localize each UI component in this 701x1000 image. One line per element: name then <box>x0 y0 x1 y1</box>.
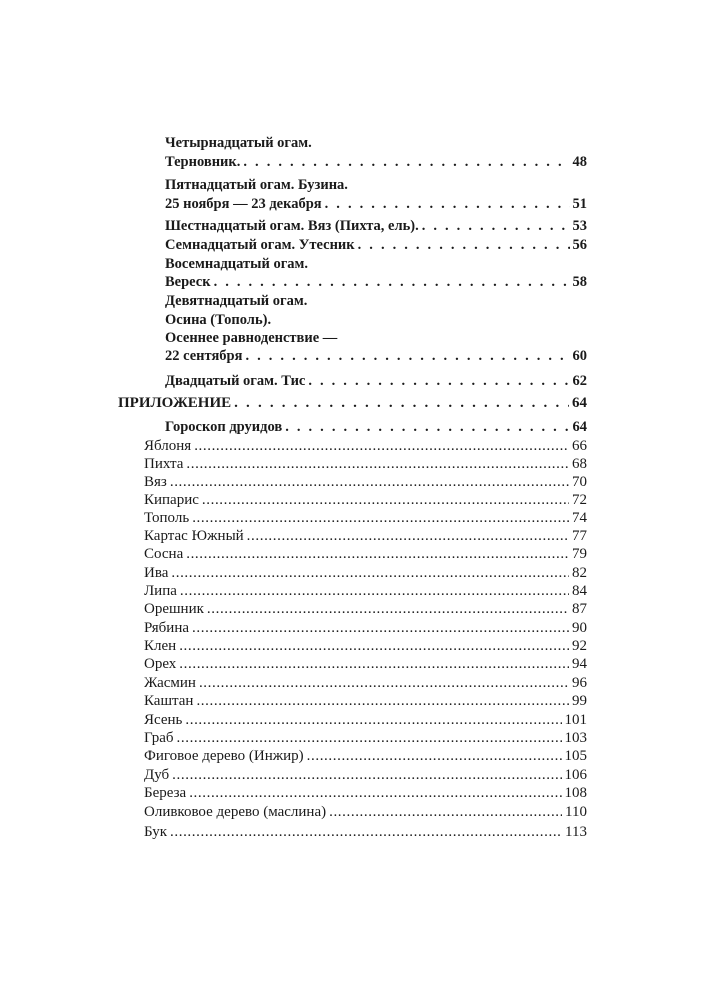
leader-dots <box>196 692 569 710</box>
toc-entry-page: 84 <box>572 583 587 599</box>
toc-entry-title: Терновник. <box>165 154 241 170</box>
toc-entry-page: 56 <box>572 237 587 253</box>
leader-dots <box>245 347 569 365</box>
toc-entry-title: Рябина <box>144 620 190 636</box>
toc-entry-page: 72 <box>572 492 587 508</box>
toc-entry-ogam-19[interactable] <box>165 347 587 365</box>
toc-entry-tree[interactable] <box>144 455 587 473</box>
leader-dots <box>186 545 569 563</box>
leader-dots <box>171 564 569 582</box>
toc-entry-title: Картас Южный <box>144 528 244 544</box>
leader-dots <box>243 153 569 171</box>
toc-entry-tree[interactable] <box>144 491 587 509</box>
toc-entry-page: 48 <box>572 154 587 170</box>
toc-entry-title: 25 ноября — 23 декабря <box>165 196 322 212</box>
ogam-15-heading: Пятнадцатый огам. Бузина. <box>165 177 348 193</box>
leader-dots <box>358 236 570 254</box>
toc-entry-title: Дуб <box>144 767 170 783</box>
toc-entry-ogam-14[interactable] <box>165 153 587 171</box>
toc-entry-page: 74 <box>572 510 587 526</box>
leader-dots <box>179 655 569 673</box>
toc-entry-tree[interactable] <box>144 619 587 637</box>
leader-dots <box>308 372 569 390</box>
toc-entry-tree[interactable] <box>144 823 587 841</box>
toc-entry-title: Фиговое дерево (Инжир) <box>144 748 304 764</box>
toc-entry-tree[interactable] <box>144 564 587 582</box>
toc-entry-page: 105 <box>564 748 587 764</box>
toc-entry-page: 53 <box>572 218 587 234</box>
leader-dots <box>186 455 569 473</box>
toc-entry-title: Жасмин <box>144 675 196 691</box>
toc-entry-title: Орех <box>144 656 177 672</box>
toc-entry-title: Ясень <box>144 712 183 728</box>
toc-entry-title: Липа <box>144 583 177 599</box>
toc-entry-ogam-16[interactable] <box>165 217 587 235</box>
toc-entry-tree[interactable] <box>144 766 587 784</box>
toc-entry-title: Шестнадцатый огам. Вяз (Пихта, ель). <box>165 218 419 234</box>
toc-entry-title: Оливковое дерево (маслина) <box>144 804 327 820</box>
leader-dots <box>189 784 561 802</box>
toc-entry-tree[interactable] <box>144 545 587 563</box>
leader-dots <box>194 437 569 455</box>
toc-entry-tree[interactable] <box>144 509 587 527</box>
leader-dots <box>325 195 570 213</box>
toc-entry-horoscope[interactable] <box>165 418 587 436</box>
ogam-18-heading: Восемнадцатый огам. <box>165 256 309 272</box>
toc-entry-page: 103 <box>564 730 587 746</box>
toc-entry-page: 62 <box>572 373 587 389</box>
toc-entry-page: 70 <box>572 474 587 490</box>
leader-dots <box>247 527 569 545</box>
toc-entry-title: ПРИЛОЖЕНИЕ <box>118 395 232 411</box>
toc-entry-page: 110 <box>565 804 587 820</box>
toc-entry-page: 82 <box>572 565 587 581</box>
toc-entry-title: Ива <box>144 565 169 581</box>
toc-entry-ogam-17[interactable] <box>165 236 587 254</box>
toc-entry-title: Граб <box>144 730 174 746</box>
leader-dots <box>170 473 569 491</box>
toc-entry-page: 77 <box>572 528 587 544</box>
toc-entry-title: Бук <box>144 824 168 840</box>
toc-entry-title: Семнадцатый огам. Утесник <box>165 237 355 253</box>
leader-dots <box>422 217 570 235</box>
toc-entry-ogam-15[interactable] <box>165 195 587 213</box>
ogam-19-heading-1: Девятнадцатый огам. <box>165 293 308 309</box>
toc-entry-page: 64 <box>572 395 587 411</box>
toc-entry-ogam-20[interactable] <box>165 372 587 390</box>
toc-entry-title: 22 сентября <box>165 348 243 364</box>
toc-entry-title: Пихта <box>144 456 184 472</box>
leader-dots <box>180 582 569 600</box>
leader-dots <box>177 729 562 747</box>
toc-entry-page: 96 <box>572 675 587 691</box>
toc-entry-page: 90 <box>572 620 587 636</box>
toc-entry-page: 58 <box>572 274 587 290</box>
toc-entry-page: 94 <box>572 656 587 672</box>
toc-entry-tree[interactable] <box>144 784 587 802</box>
leader-dots <box>214 273 570 291</box>
toc-entry-tree[interactable] <box>144 803 587 821</box>
toc-entry-page: 79 <box>572 546 587 562</box>
ogam-14-heading: Четырнадцатый огам. <box>165 135 312 151</box>
toc-entry-tree[interactable] <box>144 473 587 491</box>
leader-dots <box>172 766 561 784</box>
toc-entry-title: Орешник <box>144 601 204 617</box>
toc-entry-title: Гороскоп друидов <box>165 419 283 435</box>
toc-entry-tree[interactable] <box>144 655 587 673</box>
toc-entry-page: 60 <box>572 348 587 364</box>
toc-entry-tree[interactable] <box>144 600 587 618</box>
toc-entry-page: 99 <box>572 693 587 709</box>
toc-entry-page: 108 <box>564 785 587 801</box>
toc-entry-page: 64 <box>572 419 587 435</box>
toc-entry-page: 51 <box>572 196 587 212</box>
toc-entry-tree[interactable] <box>144 674 587 692</box>
leader-dots <box>179 637 569 655</box>
leader-dots <box>185 711 561 729</box>
ogam-19-heading-3: Осеннее равноденствие — <box>165 330 338 346</box>
leader-dots <box>307 747 562 765</box>
leader-dots <box>207 600 569 618</box>
toc-entry-title: Кипарис <box>144 492 199 508</box>
leader-dots <box>329 803 562 821</box>
toc-entry-tree[interactable] <box>144 711 587 729</box>
toc-entry-page: 106 <box>564 767 587 783</box>
toc-entry-title: Тополь <box>144 510 190 526</box>
toc-entry-tree[interactable] <box>144 637 587 655</box>
toc-entry-page: 101 <box>564 712 587 728</box>
toc-entry-appendix[interactable] <box>118 394 587 412</box>
toc-entry-title: Двадцатый огам. Тис <box>165 373 306 389</box>
leader-dots <box>192 619 569 637</box>
ogam-19-heading-2: Осина (Тополь). <box>165 312 272 328</box>
toc-entry-tree[interactable] <box>144 692 587 710</box>
toc-entry-tree[interactable] <box>144 437 587 455</box>
toc-entry-ogam-18[interactable] <box>165 273 587 291</box>
toc-entry-title: Сосна <box>144 546 184 562</box>
toc-entry-title: Вяз <box>144 474 167 490</box>
toc-entry-tree[interactable] <box>144 582 587 600</box>
leader-dots <box>199 674 569 692</box>
toc-entry-page: 113 <box>565 824 587 840</box>
toc-entry-title: Каштан <box>144 693 194 709</box>
toc-entry-page: 87 <box>572 601 587 617</box>
toc-entry-title: Клен <box>144 638 177 654</box>
toc-entry-tree[interactable] <box>144 747 587 765</box>
leader-dots <box>192 509 569 527</box>
leader-dots <box>170 823 562 841</box>
toc-entry-title: Береза <box>144 785 187 801</box>
leader-dots <box>202 491 569 509</box>
toc-entry-title: Яблоня <box>144 438 192 454</box>
toc-entry-page: 68 <box>572 456 587 472</box>
toc-entry-page: 92 <box>572 638 587 654</box>
toc-entry-tree[interactable] <box>144 729 587 747</box>
leader-dots <box>285 418 569 436</box>
leader-dots <box>234 394 569 412</box>
toc-entry-page: 66 <box>572 438 587 454</box>
toc-entry-title: Вереск <box>165 274 211 290</box>
toc-entry-tree[interactable] <box>144 527 587 545</box>
